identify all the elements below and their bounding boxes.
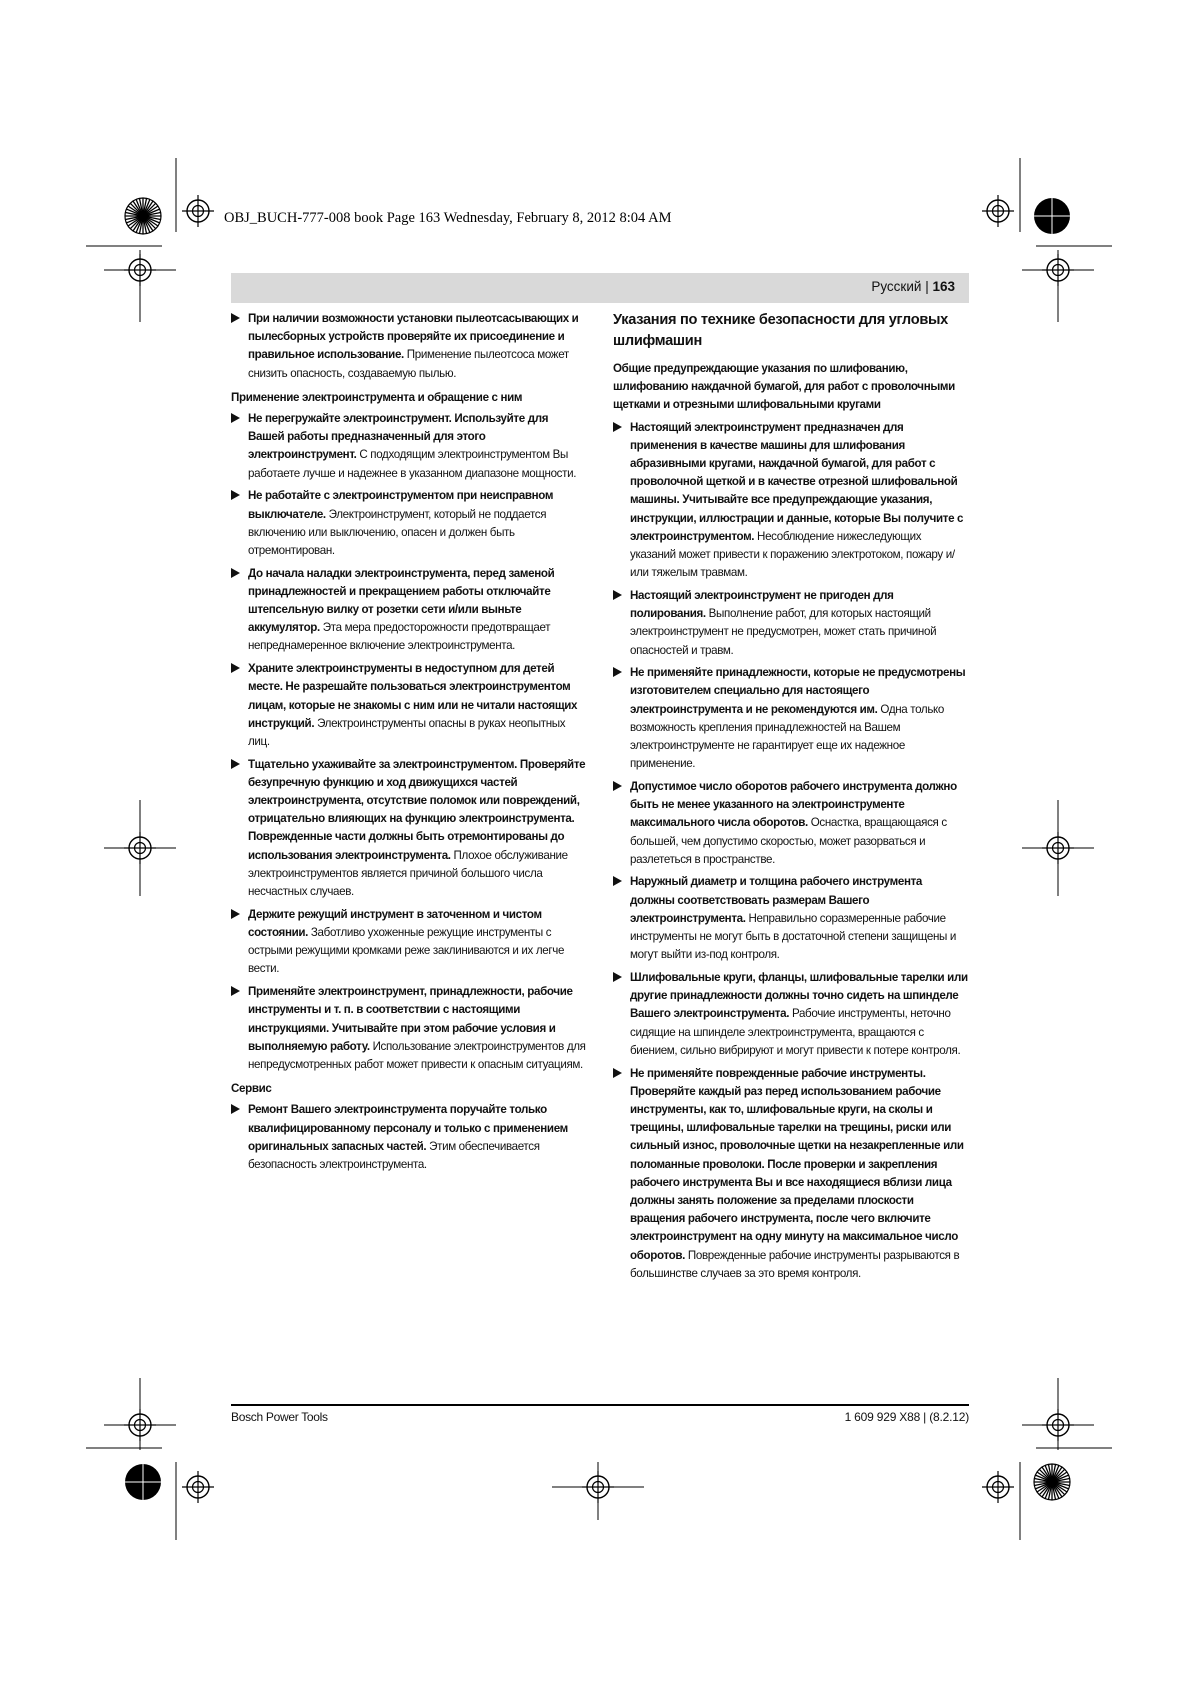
list-item bbox=[613, 587, 968, 660]
running-header bbox=[231, 273, 969, 303]
item-text: Рабочие инструменты, неточно сидящие на шпинделе электроинструмента, вращаются с биением, сильно вибрируют и могут привести к потере контроля. bbox=[630, 1007, 961, 1057]
list-item bbox=[231, 983, 586, 1074]
list-item bbox=[613, 1065, 968, 1283]
item-bold-text: Не применяйте поврежденные рабочие инструменты. Проверяйте каждый раз перед использованием рабочие инструменты, как то, шлифовальные круги, на сколы и трещины, шлифовальные тарелки на трещины, риски или сильный износ, проволочные щетки на незакрепленные или поломанные проволоки. После проверки и закрепления рабочего инструмента Вы и все находящиеся вблизи лица должны занять положение за пределами плоскости вращения рабочего инструмента, после чего включите электроинструмент на одну минуту на максимальное число оборотов. bbox=[630, 1066, 964, 1262]
left-column bbox=[231, 310, 586, 1179]
item-bold-text: Шлифовальные круги, фланцы, шлифовальные тарелки или другие принадлежности должны точно сидеть на шпинделе Вашего электроинструмента. bbox=[630, 971, 968, 1021]
list-item bbox=[231, 660, 586, 751]
item-text: Несоблюдение нижеследующих указаний может привести к поражению электротоком, пожару и/или тяжелым травмам. bbox=[630, 529, 955, 580]
list-item bbox=[613, 664, 968, 773]
item-bold-text: При наличии возможности установки пылеотсасывающих и пылесборных устройств проверяйте их присоединение и правильное использование. bbox=[248, 312, 579, 362]
item-bold-text: Настоящий электроинструмент не пригоден для полирования. bbox=[630, 588, 894, 621]
bullet-arrow-icon bbox=[613, 590, 622, 600]
list-item bbox=[231, 756, 586, 902]
list-item bbox=[231, 487, 586, 560]
bullet-arrow-icon bbox=[613, 422, 622, 432]
item-text: Заботливо ухоженные режущие инструменты с острыми режущими кромками реже заклиниваются и их легче вести. bbox=[248, 926, 565, 976]
print-slug: OBJ_BUCH-777-008 book Page 163 Wednesday, February 8, 2012 8:04 AM bbox=[224, 210, 672, 226]
list-item bbox=[231, 1101, 586, 1174]
bullet-arrow-icon bbox=[613, 972, 622, 982]
item-bold-text: Применяйте электроинструмент, принадлежности, рабочие инструменты и т. п. в соответствии с настоящими инструкциями. Учитывайте при этом рабочие условия и выполняемую работу. bbox=[248, 985, 573, 1053]
footer-doc-code: 1 609 929 X88 | (8.2.12) bbox=[844, 1410, 969, 1424]
item-text: Выполнение работ, для которых настоящий электроинструмент не предусмотрен, может стать причиной опасностей и травм. bbox=[630, 607, 937, 657]
item-bold-text: Не применяйте принадлежности, которые не предусмотрены изготовителем специально для настоящего электроинструмента и не рекомендуются им. bbox=[630, 666, 966, 716]
section-heading: Применение электроинструмента и обращение с ним bbox=[231, 390, 523, 404]
item-text: Поврежденные рабочие инструменты разрываются в большинстве случаев за это время контроля. bbox=[630, 1248, 960, 1280]
bullet-arrow-icon bbox=[231, 313, 240, 323]
bullet-arrow-icon bbox=[231, 490, 240, 500]
item-bold-text: Не работайте с электроинструментом при неисправном выключателе. bbox=[248, 489, 554, 521]
item-text: Электроинструменты опасны в руках неопытных лиц. bbox=[248, 716, 566, 748]
list-item bbox=[231, 310, 586, 383]
item-text: С подходящим электроинструментом Вы работаете лучше и надежнее в указанном диапазоне мощности. bbox=[248, 448, 577, 480]
list-item bbox=[231, 410, 586, 483]
bullet-arrow-icon bbox=[231, 986, 240, 996]
header-separator: | bbox=[925, 279, 929, 294]
list-item bbox=[613, 873, 968, 964]
item-bold-text: Держите режущий инструмент в заточенном и чистом состоянии. bbox=[248, 907, 542, 939]
item-bold-text: Наружный диаметр и толщина рабочего инструмента должны соответствовать размерам Вашего электроинструмента. bbox=[630, 875, 923, 925]
bullet-arrow-icon bbox=[231, 759, 240, 769]
bullet-arrow-icon bbox=[231, 663, 240, 673]
footer-divider bbox=[231, 1404, 969, 1406]
item-text: Неправильно соразмеренные рабочие инструменты не могут быть в достаточной степени защищены и могут выйти из-под контроля. bbox=[630, 911, 956, 962]
list-item bbox=[231, 565, 586, 656]
item-bold-text: Не перегружайте электроинструмент. Используйте для Вашей работы предназначенный для этого электроинструмент. bbox=[248, 412, 549, 462]
item-bold-text: Ремонт Вашего электроинструмента поручайте только квалифицированному персоналу и только с применением оригинальных запасных частей. bbox=[248, 1103, 568, 1153]
bullet-arrow-icon bbox=[613, 1068, 622, 1078]
page-number: 163 bbox=[932, 279, 955, 294]
item-text: Оснастка, вращающаяся с большей, чем допустимо скоростью, может разорваться и разлететься в пространстве. bbox=[630, 816, 947, 866]
item-text: Этим обеспечивается безопасность электроинструмента. bbox=[248, 1139, 540, 1171]
item-bold-text: До начала наладки электроинструмента, перед заменой принадлежностей и прекращением работы отключайте штепсельную вилку от розетки сети и/или выньте аккумулятор. bbox=[248, 566, 555, 635]
item-text: Одна только возможность крепления принадлежностей на Вашем электроинструменте не гарантирует еще их надежное применение. bbox=[630, 702, 944, 771]
bullet-arrow-icon bbox=[613, 876, 622, 886]
running-header-text bbox=[871, 279, 955, 294]
section-title: Указания по технике безопасности для угловых шлифмашин bbox=[613, 312, 948, 349]
footer-brand: Bosch Power Tools bbox=[231, 1410, 328, 1424]
bullet-arrow-icon bbox=[231, 1104, 240, 1114]
bullet-arrow-icon bbox=[231, 909, 240, 919]
section-heading: Сервис bbox=[231, 1082, 272, 1096]
bullet-arrow-icon bbox=[613, 667, 622, 677]
item-text: Использование электроинструментов для непредусмотренных работ может привести к опасным ситуациям. bbox=[248, 1039, 586, 1071]
right-column bbox=[613, 310, 968, 1287]
list-item bbox=[231, 906, 586, 979]
item-text: Эта мера предосторожности предотвращает непреднамеренное включение электроинструмента. bbox=[248, 621, 551, 653]
item-text: Плохое обслуживание электроинструментов является причиной большого числа несчастных случаев. bbox=[248, 848, 568, 899]
item-bold-text: Допустимое число оборотов рабочего инструмента должно быть не менее указанного на электроинструменте максимального числа оборотов. bbox=[630, 779, 957, 830]
bullet-arrow-icon bbox=[613, 781, 622, 791]
item-text: Применение пылеотсоса может снизить опасность, создаваемую пылью. bbox=[248, 348, 569, 380]
bullet-arrow-icon bbox=[231, 568, 240, 578]
bullet-arrow-icon bbox=[231, 413, 240, 423]
item-text: Электроинструмент, который не поддается включению или выключению, опасен и должен быть отремонтирован. bbox=[248, 507, 547, 557]
item-bold-text: Настоящий электроинструмент предназначен для применения в качестве машины для шлифования абразивными кругами, наждачной бумагой, для работ с проволочной щеткой и в качестве отрезной шлифовальной машины. Учитывайте все предупреждающие указания, инструкции, иллюстрации и данные, которые Вы получите с электроинструментом. bbox=[630, 420, 964, 543]
item-bold-text: Тщательно ухаживайте за электроинструментом. Проверяйте безупречную функцию и ход движущихся частей электроинструмента, отсутствие поломок или повреждений, отрицательно влияющих на функцию электроинструмента. Поврежденные части должны быть отремонтированы до использования электроинструмента. bbox=[248, 757, 586, 862]
header-language: Русский bbox=[871, 279, 922, 294]
list-item bbox=[613, 419, 968, 583]
section-intro: Общие предупреждающие указания по шлифованию, шлифованию наждачной бумагой, для работ с проволочными щетками и отрезными шлифовальными кругами bbox=[613, 362, 955, 412]
item-bold-text: Храните электроинструменты в недоступном для детей месте. Не разрешайте пользоваться электроинструментом лицам, которые не знакомы с ним или не читали настоящих инструкций. bbox=[248, 662, 578, 730]
list-item bbox=[613, 778, 968, 869]
list-item bbox=[613, 969, 968, 1060]
